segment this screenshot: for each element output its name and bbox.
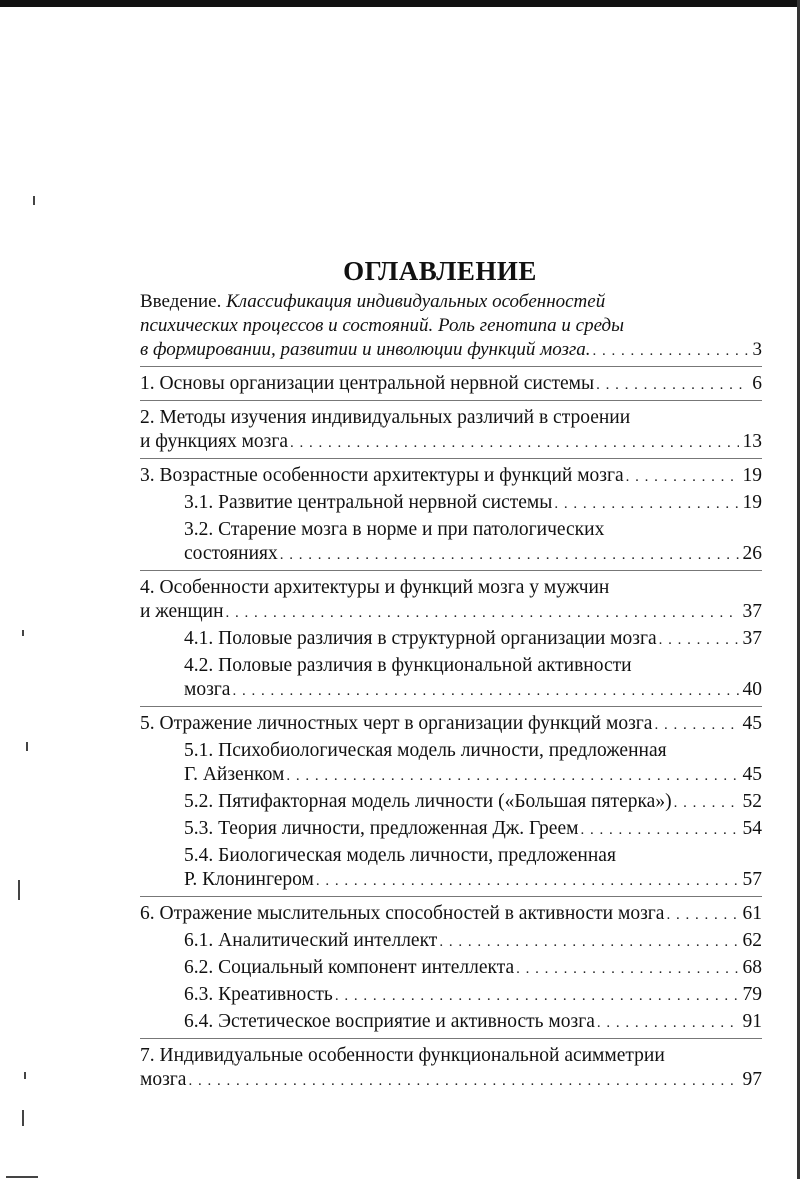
- toc-entry-line: [140, 712, 762, 736]
- toc-entry-line: [140, 290, 762, 314]
- toc-entry-title: [140, 291, 605, 312]
- dot-leader: [280, 543, 739, 566]
- toc-title-segment: 3. Возрастные особенности архитектуры и функций мозга: [140, 465, 624, 486]
- toc-entry-title: [184, 929, 437, 953]
- toc-entry-title: [184, 956, 514, 980]
- toc-entry-title: [184, 763, 284, 787]
- toc-entry-title: [184, 519, 604, 540]
- toc-entry-line: [184, 817, 762, 841]
- dot-leader: [439, 930, 738, 953]
- toc-entry-ch6-4[interactable]: [184, 1010, 762, 1034]
- toc-entry-line: [140, 406, 762, 430]
- toc-title-segment: Введение.: [140, 291, 227, 312]
- scan-speck: [22, 1110, 24, 1126]
- toc-entry-ch3-2[interactable]: [184, 518, 762, 566]
- dot-leader: [286, 764, 738, 787]
- toc-title-segment: 6.2. Социальный компонент интеллекта: [184, 957, 515, 978]
- toc-title-segment: мозга: [140, 1069, 187, 1090]
- toc-entry-line: [140, 372, 762, 396]
- toc-title-segment: 6.1. Аналитический интеллект: [184, 930, 438, 951]
- toc-title-segment: 4.1. Половые различия в структурной организации мозга: [184, 628, 657, 649]
- scan-speck: [18, 880, 20, 900]
- toc-title-segment: 6.4. Эстетическое восприятие и активность мозга: [184, 1011, 595, 1032]
- toc-entry-title: [184, 1010, 595, 1034]
- toc-entry-title: [184, 868, 314, 892]
- dot-leader: [580, 818, 738, 841]
- scan-top-edge: [0, 0, 800, 7]
- page-number: 57: [742, 869, 762, 890]
- toc-title-segment: 5.4. Биологическая модель личности, предложенная: [184, 845, 616, 866]
- toc-entry-title: [140, 600, 224, 624]
- toc-entry-ch4-1[interactable]: [184, 627, 762, 651]
- toc-entry-line: [140, 314, 762, 338]
- toc-entry-line: [184, 956, 762, 980]
- page-number: 54: [742, 818, 762, 839]
- dot-leader: [316, 869, 739, 892]
- toc-title-segment: 5. Отражение личностных черт в организации функций мозга: [140, 713, 653, 734]
- scan-speck: [24, 1072, 26, 1079]
- toc-entry-ch6-1[interactable]: [184, 929, 762, 953]
- toc-entry-line: [140, 902, 762, 926]
- toc-entry-title: [184, 817, 578, 841]
- toc-entry-line: [140, 1044, 762, 1068]
- toc-title-segment: психических процессов и состояний. Роль генотипа и среды: [140, 315, 625, 336]
- toc-entry-title: [140, 712, 652, 736]
- toc-title-segment: 4.2. Половые различия в функциональной активности: [184, 655, 632, 676]
- dot-leader: [597, 1011, 739, 1034]
- toc-entry-title: [140, 902, 664, 926]
- toc-entry-line: [184, 844, 762, 868]
- dot-leader: [659, 628, 739, 651]
- toc-entry-ch6-3[interactable]: [184, 983, 762, 1007]
- toc-title-segment: мозга: [184, 679, 231, 700]
- toc-title-segment: 5.1. Психобиологическая модель личности, предложенная: [184, 740, 667, 761]
- toc-entry-title: [140, 1068, 186, 1092]
- page-number: 37: [742, 628, 762, 649]
- toc-entry-ch5-1[interactable]: [184, 739, 762, 787]
- toc-title-segment: 6. Отражение мыслительных способностей в активности мозга: [140, 903, 665, 924]
- toc-entry-line: [184, 654, 762, 678]
- toc-entry-line: [184, 790, 762, 814]
- toc-entry-ch5-3[interactable]: [184, 817, 762, 841]
- dot-leader: [593, 339, 749, 362]
- toc-entry-title: [184, 491, 552, 515]
- page-number: 6: [752, 373, 762, 394]
- dot-leader: [290, 431, 738, 454]
- scan-speck: [26, 742, 28, 751]
- toc-entry-line: [184, 763, 762, 787]
- toc-entry-ch3-1[interactable]: [184, 491, 762, 515]
- toc-entry-line: [184, 1010, 762, 1034]
- section-divider: [140, 458, 762, 459]
- toc-title-segment: 6.3. Креативность: [184, 984, 333, 1005]
- page-number: 68: [742, 957, 762, 978]
- toc-title-segment: Г. Айзенком: [184, 764, 285, 785]
- section-divider: [140, 1038, 762, 1039]
- dot-leader: [626, 465, 739, 488]
- dot-leader: [554, 492, 738, 515]
- toc-entry-line: [184, 542, 762, 566]
- toc-entry-ch7[interactable]: [140, 1044, 762, 1092]
- scan-speck: [33, 196, 35, 205]
- dot-leader: [596, 373, 748, 396]
- dot-leader: [226, 601, 739, 624]
- section-divider: [140, 706, 762, 707]
- toc-entry-title: [140, 407, 630, 428]
- toc-title-segment: 5.3. Теория личности, предложенная Дж. Греем: [184, 818, 579, 839]
- scan-speck: [6, 1176, 38, 1178]
- toc-entry-line: [140, 576, 762, 600]
- page-number: 52: [742, 791, 762, 812]
- toc-title-segment: Р. Клонингером: [184, 869, 314, 890]
- toc-entry-title: [140, 464, 624, 488]
- table-of-contents: [140, 290, 762, 1095]
- toc-entry-title: [184, 740, 667, 761]
- toc-title-segment: в формировании, развитии и инволюции функций мозга.: [140, 339, 591, 360]
- page-number: 61: [742, 903, 762, 924]
- toc-entry-line: [184, 491, 762, 515]
- dot-leader: [516, 957, 738, 980]
- page-number: 40: [742, 679, 762, 700]
- toc-entry-ch6[interactable]: [140, 902, 762, 926]
- toc-title-segment: 5.2. Пятифакторная модель личности («Большая пятерка»): [184, 791, 672, 812]
- toc-entry-ch2[interactable]: [140, 406, 762, 454]
- toc-entry-line: [140, 1068, 762, 1092]
- toc-title-segment: 7. Индивидуальные особенности функциональной асимметрии: [140, 1045, 665, 1066]
- page-number: 37: [742, 601, 762, 622]
- toc-title-segment: 2. Методы изучения индивидуальных различий в строении: [140, 407, 631, 428]
- toc-entry-ch1[interactable]: [140, 372, 762, 396]
- page-number: 45: [742, 713, 762, 734]
- section-divider: [140, 366, 762, 367]
- page-number: 62: [742, 930, 762, 951]
- page-number: 91: [742, 1011, 762, 1032]
- toc-entry-ch3[interactable]: [140, 464, 762, 488]
- toc-entry-line: [184, 627, 762, 651]
- toc-entry-line: [140, 430, 762, 454]
- scan-speck: [22, 630, 24, 636]
- toc-entry-line: [140, 464, 762, 488]
- dot-leader: [654, 713, 738, 736]
- toc-entry-title: [140, 577, 609, 598]
- toc-entry-line: [184, 868, 762, 892]
- toc-entry-ch5-2[interactable]: [184, 790, 762, 814]
- toc-title-segment: 4. Особенности архитектуры и функций мозга у мужчин: [140, 577, 610, 598]
- section-divider: [140, 570, 762, 571]
- toc-entry-title: [184, 627, 657, 651]
- dot-leader: [666, 903, 738, 926]
- toc-entry-title: [184, 542, 278, 566]
- toc-entry-title: [184, 790, 672, 814]
- toc-entry-intro[interactable]: [140, 290, 762, 362]
- page-number: 3: [752, 339, 762, 360]
- page-title: ОГЛАВЛЕНИЕ: [343, 256, 537, 287]
- toc-title-segment: и функциях мозга: [140, 431, 289, 452]
- toc-entry-title: [140, 315, 624, 336]
- toc-entry-line: [140, 338, 762, 362]
- page-number: 19: [742, 465, 762, 486]
- toc-entry-line: [184, 678, 762, 702]
- toc-entry-ch4-2[interactable]: [184, 654, 762, 702]
- dot-leader: [335, 984, 739, 1007]
- toc-title-segment: 1. Основы организации центральной нервной системы: [140, 373, 595, 394]
- toc-entry-line: [140, 600, 762, 624]
- toc-title-segment: 3.1. Развитие центральной нервной системы: [184, 492, 553, 513]
- toc-entry-title: [140, 1045, 665, 1066]
- toc-entry-title: [140, 372, 594, 396]
- section-divider: [140, 400, 762, 401]
- toc-entry-title: [140, 430, 288, 454]
- toc-entry-ch5-4[interactable]: [184, 844, 762, 892]
- toc-entry-ch5[interactable]: [140, 712, 762, 736]
- toc-entry-title: [184, 655, 632, 676]
- section-divider: [140, 896, 762, 897]
- toc-entry-line: [184, 929, 762, 953]
- toc-entry-line: [184, 739, 762, 763]
- toc-title-segment: Классификация индивидуальных особенностей: [226, 291, 606, 312]
- toc-entry-title: [140, 338, 591, 362]
- toc-title-segment: состояниях: [184, 543, 278, 564]
- dot-leader: [674, 791, 739, 814]
- page-number: 19: [742, 492, 762, 513]
- dot-leader: [232, 679, 738, 702]
- page-number: 79: [742, 984, 762, 1005]
- toc-entry-title: [184, 983, 333, 1007]
- page-number: 13: [742, 431, 762, 452]
- toc-entry-line: [184, 518, 762, 542]
- page-number: 45: [742, 764, 762, 785]
- toc-title-segment: 3.2. Старение мозга в норме и при патологических: [184, 519, 605, 540]
- page-number: 26: [742, 543, 762, 564]
- toc-title-segment: и женщин: [140, 601, 224, 622]
- toc-entry-ch6-2[interactable]: [184, 956, 762, 980]
- toc-entry-title: [184, 845, 616, 866]
- dot-leader: [188, 1069, 738, 1092]
- toc-entry-title: [184, 678, 230, 702]
- toc-entry-ch4[interactable]: [140, 576, 762, 624]
- page-number: 97: [742, 1069, 762, 1090]
- toc-entry-line: [184, 983, 762, 1007]
